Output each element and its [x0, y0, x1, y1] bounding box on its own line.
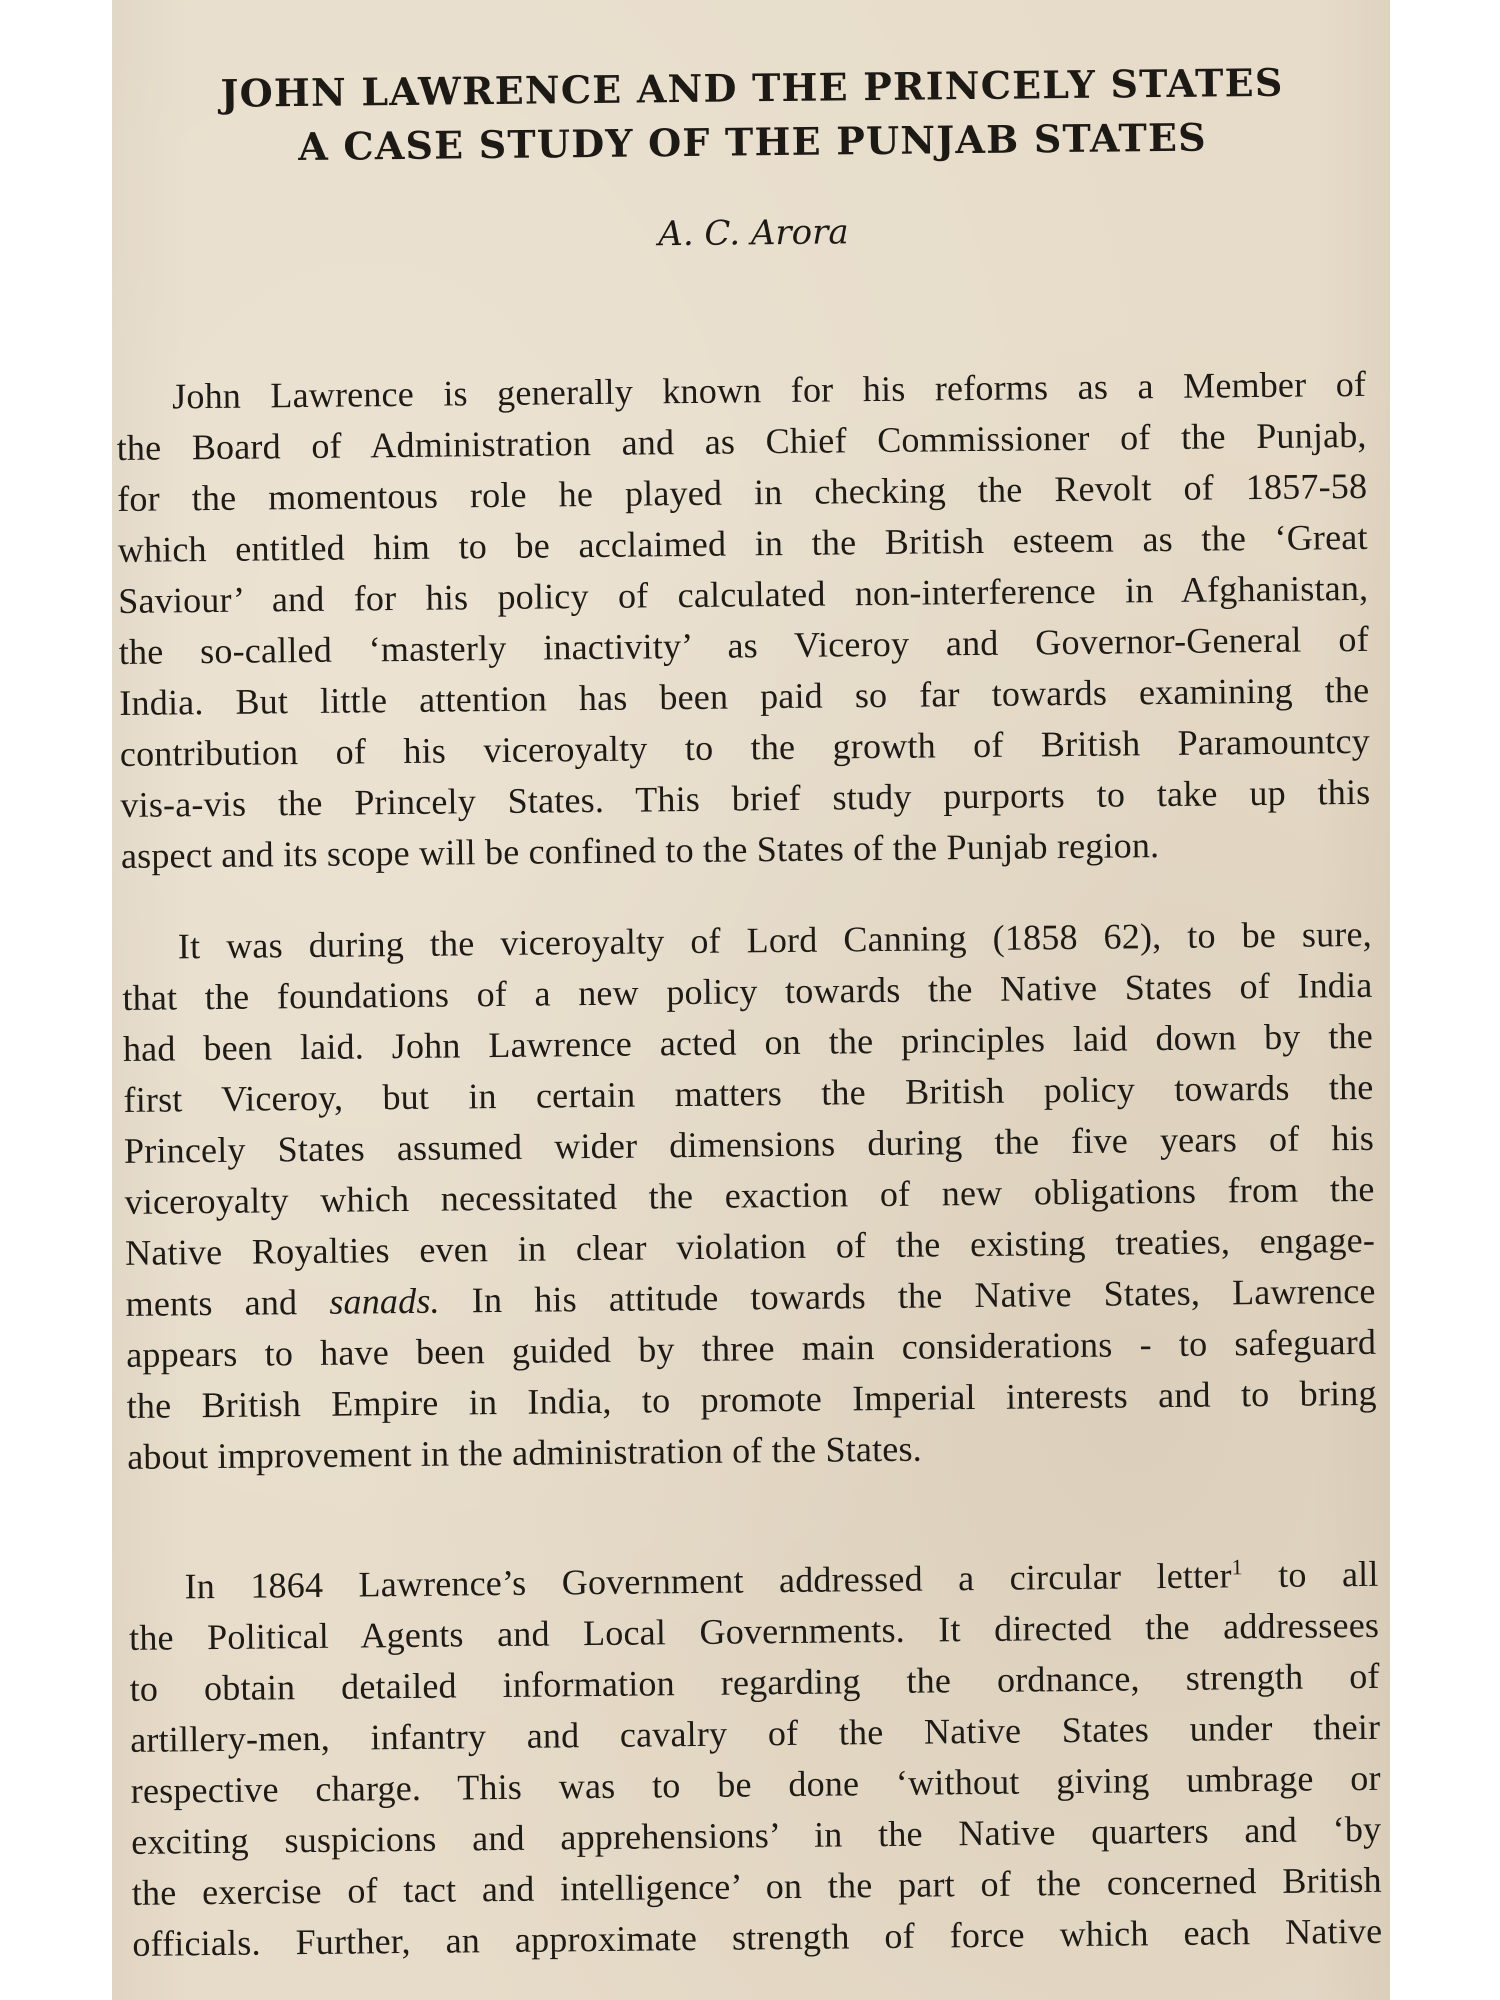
text-line: the Political Agents and Local Governments. It directed the addressees: [128, 1604, 1380, 1658]
text-line: the Board of Administration and as Chief Commissioner of the Punjab,: [116, 414, 1367, 468]
text-line: It was during the viceroyalty of Lord Canning (1858 62), to be sure,: [177, 913, 1373, 967]
paragraph-3: [128, 1549, 1390, 1970]
text-line: India. But little attention has been paid so far towards examining the: [119, 669, 1370, 723]
text-line: contribution of his viceroyalty to the growth of British Paramountcy: [119, 720, 1371, 774]
text-line: the exercise of tact and intelligence’ on the part of the concerned British: [131, 1859, 1382, 1913]
text-fragment: In 1864 Lawrence’s Government addressed a circular letter: [184, 1555, 1232, 1607]
footnote-marker[interactable]: 1: [1231, 1554, 1243, 1580]
text-line: to obtain detailed information regarding the ordnance, strength of: [129, 1655, 1380, 1709]
text-line: the British Empire in India, to promote Imperial interests and to bring: [126, 1372, 1377, 1426]
text-line: respective charge. This was to be done ‘without giving umbrage or: [130, 1757, 1381, 1811]
text-line: vis-a-vis the Princely States. This brief study purports to take up this: [120, 771, 1371, 825]
text-line: John Lawrence is generally known for his reforms as a Member of: [171, 363, 1367, 417]
text-line: viceroyalty which necessitated the exaction of new obligations from the: [124, 1168, 1375, 1222]
text-line: appears to have been guided by three main considerations - to safeguard: [125, 1321, 1377, 1375]
text-line: Native Royalties even in clear violation of the existing treaties, engage-: [124, 1219, 1376, 1273]
text-line: which entitled him to be acclaimed in the British esteem as the ‘Great: [117, 516, 1368, 570]
text-line: Saviour’ and for his policy of calculated non-interference in Afghanistan,: [118, 567, 1369, 621]
italic-term-sanads: sanads.: [329, 1280, 440, 1322]
text-line: Princely States assumed wider dimensions during the five years of his: [123, 1117, 1375, 1171]
book-page: [112, 0, 1390, 2000]
article-title-line-1: JOHN LAWRENCE AND THE PRINCELY STATES: [220, 59, 1284, 116]
text-line: first Viceroy, but in certain matters the British policy towards the: [123, 1066, 1374, 1120]
text-line: that the foundations of a new policy towards the Native States of India: [122, 964, 1373, 1018]
text-fragment: to all: [1242, 1553, 1379, 1596]
text-line: officials. Further, an approximate strength of force which each Native: [132, 1910, 1383, 1964]
author-name: A. C. Arora: [658, 212, 849, 255]
text-line: for the momentous role he played in checking the Revolt of 1857-58: [117, 465, 1368, 519]
text-line: the so-called ‘masterly inactivity’ as Viceroy and Governor-General of: [118, 618, 1369, 672]
text-line: about improvement in the administration of the States.: [127, 1428, 923, 1477]
text-fragment: In his attitude towards the Native States, Lawrence: [439, 1270, 1376, 1321]
text-line: had been laid. John Lawrence acted on the principles laid down by the: [122, 1015, 1374, 1069]
text-line: artillery-men, infantry and cavalry of the Native States under their: [130, 1706, 1381, 1760]
text-line: exciting suspicions and apprehensions’ in the Native quarters and ‘by: [131, 1808, 1382, 1862]
paragraph-2: [122, 909, 1390, 1483]
text-line: aspect and its scope will be confined to the States of the Punjab region.: [120, 825, 1160, 876]
text-fragment: ments and: [125, 1282, 298, 1324]
paragraph-1: [116, 359, 1390, 882]
article-title-line-2: A CASE STUDY OF THE PUNJAB STATES: [298, 114, 1207, 170]
